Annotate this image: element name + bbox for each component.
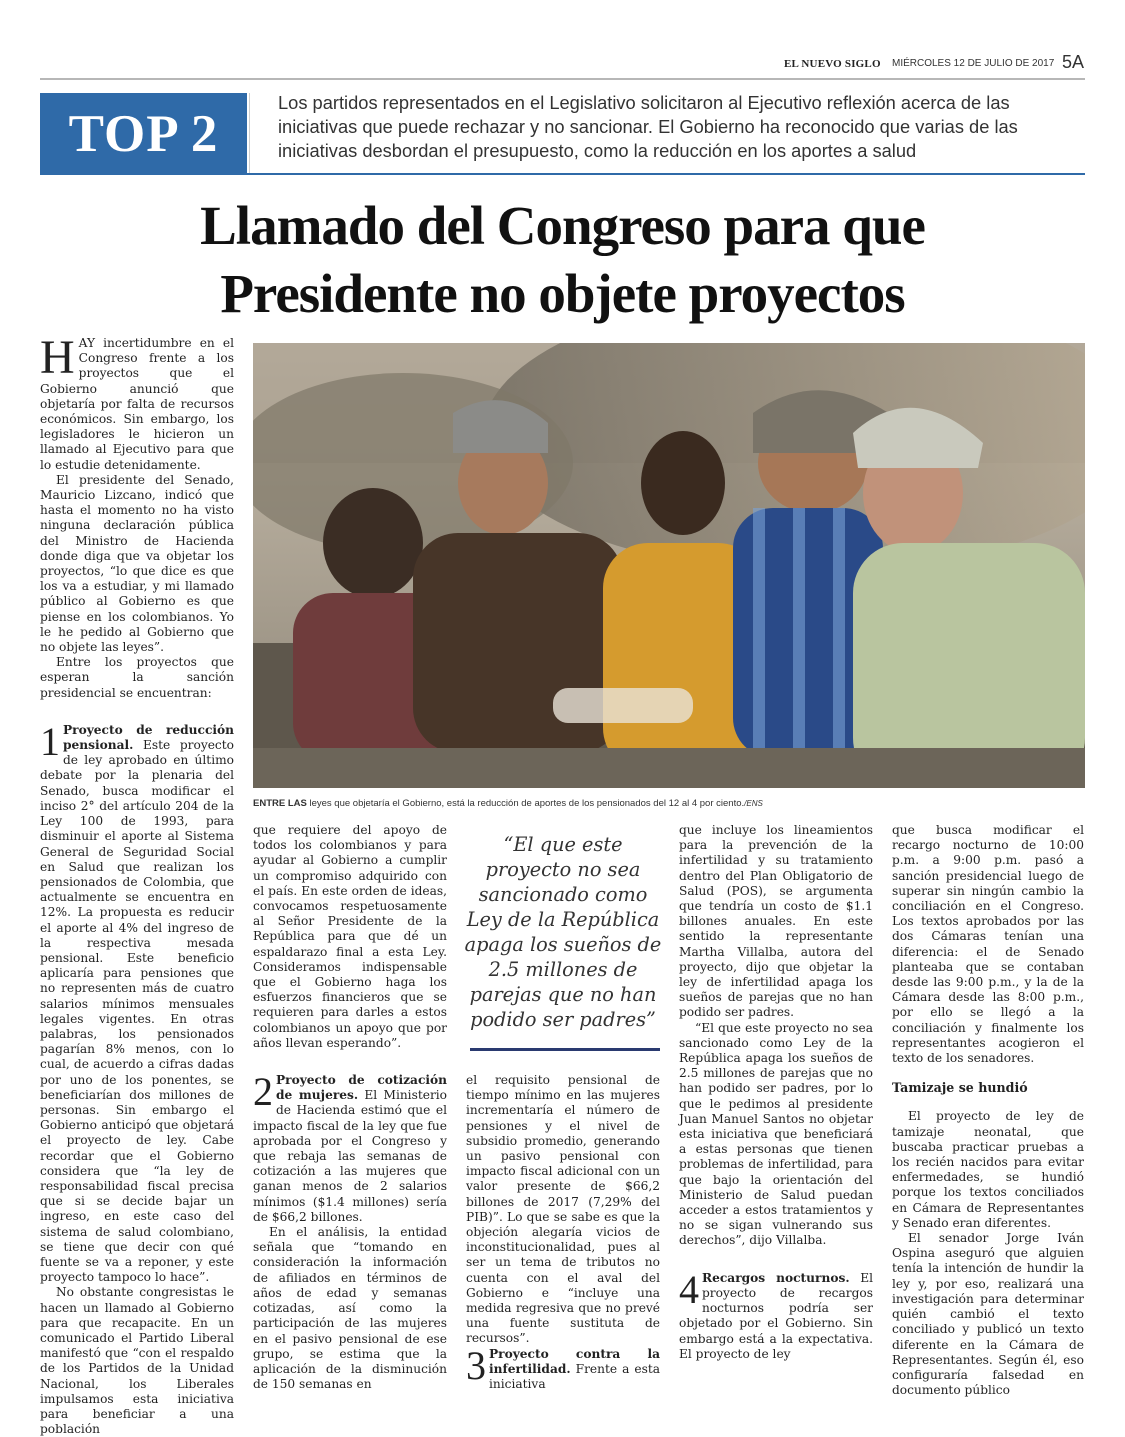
list-item-3 — [466, 1342, 660, 1393]
photo-credit: /ENS — [744, 799, 763, 808]
item-text: El Ministerio de Hacienda estimó que el impacto fiscal de la ley que fue aprobada por el Congreso y que rebaja las semanas de cotización a las mujeres que ganan menos de 2 salarios mínimos ($1.4 millones) sería de $66,2 billones. — [253, 1088, 448, 1224]
article-headline — [40, 192, 1085, 328]
paragraph: que requiere del apoyo de todos los colombianos y para ayudar al Gobierno a cumplir un compromiso adquirido con el país. En este orden de ideas, convocamos respetuosamente al Señor Presidente de la República para que dé un espaldarazo final a esta Ley. Consideramos indispensable que el Gobierno haga los esfuerzos financieros que se requieren para darles a estos colombianos un apoyo que por años llevan esperando”. — [253, 823, 447, 1050]
column-3 — [466, 1073, 660, 1392]
article-photo — [253, 343, 1085, 788]
pull-quote-rule — [470, 1048, 660, 1051]
paragraph: que busca modificar el recargo nocturno de 10:00 p.m. a 9:00 p.m. pasó a sanción presidencial luego de superar sin ningún cambio la conciliación en el Congreso. Los textos aprobados por las dos Cámaras tenían una diferencia: el de Senado planteaba que se contaban desde las 9:00 p.m., y la de la Cámara desde las 8:00 p.m., por ello se llegó a la conciliación y finalmente los representantes acogieron el texto de los senadores. — [892, 823, 1084, 1066]
paragraph: “El que este proyecto no sea sancionado como Ley de la República apaga los sueños de 2.5 millones de parejas que no han podido ser padres, por lo que le pedimos al presidente Juan Manuel Santos no objetar esta iniciativa que beneficiará a estas personas que tienen problemas de infertilidad, para que bajo la orientación del Ministerio de Salud puedan acceder a estos tratamientos y no se sigan vulnerando sus derechos”, dijo Villalba. — [679, 1020, 873, 1248]
section-subhead: Tamizaje se hundió — [892, 1080, 1028, 1096]
paragraph: Entre los proyectos que esperan la sanción presidencial se encuentran: — [40, 655, 234, 700]
column-2 — [253, 823, 447, 1392]
masthead — [740, 52, 1085, 76]
paragraph: En el análisis, la entidad señala que “tomando en consideración la información de afiliados en términos de años de edad y semanas cotizadas, así como la participación de las mujeres en el pasivo pensional de ese grupo, se estima que la aplicación de la disminución de 150 semanas en — [253, 1225, 447, 1392]
section-tag: TOP 2 — [40, 93, 247, 175]
item-text: Frente a esta iniciativa — [489, 1361, 660, 1392]
list-item-1 — [40, 718, 234, 1286]
headline-line-2: Presidente no objete proyectos — [220, 263, 905, 324]
photo-caption — [253, 798, 1093, 809]
masthead-rule — [40, 78, 1085, 80]
item-text: El proyecto de recargos nocturnos podría ser objetado por el Gobierno. Sin embargo está a la expectativa. El proyecto de ley — [679, 1270, 873, 1361]
list-item-4 — [679, 1266, 873, 1362]
page-number: 5A — [1062, 52, 1085, 72]
item-number: 4 — [679, 1266, 699, 1312]
paragraph: el requisito pensional de tiempo mínimo en las mujeres incrementaría el número de pensiones y el nivel de subsidio promedio, generando un pasivo pensional con impacto fiscal adicional con un valor presente de $66,2 billones de 2017 (7,29% del PIB)”. Lo que se sabe es que la objeción alegaría vicios de inconstitucionalidad, pues al ser un tema de tributos no cuenta con el aval del Gobierno e “incluye una medida regresiva que no prevé una fuente sustituta de recursos”. — [466, 1073, 660, 1346]
drop-cap: H — [40, 331, 75, 384]
item-title: Recargos nocturnos. — [702, 1270, 850, 1285]
pull-quote: “El que este proyecto no sea sancionado como Ley de la República apaga los sueños de 2.5 millones de parejas que no han podido ser padres” — [464, 833, 662, 1031]
item-number: 1 — [40, 718, 60, 764]
intro-text: AY incertidumbre en el Congreso frente a los proyectos que el Gobierno anunció que objetaría por falta de recursos económicos. Sin embargo, los legisladores le hicieron un llamado al Ejecutivo para que lo estudie detenidamente. — [40, 336, 234, 472]
item-title: Proyecto de cotización de mujeres. — [276, 1073, 447, 1103]
column-1 — [40, 331, 234, 1437]
paragraph: El proyecto de ley de tamizaje neonatal, que buscaba practicar pruebas a los recién nacidos para evitar enfermedades, se hundió porque los textos conciliados en Cámara de Representantes y Senado eran diferentes. — [892, 1109, 1084, 1230]
column-4 — [679, 823, 873, 1362]
issue-date: MIÉRCOLES 12 DE JULIO DE 2017 — [892, 58, 1055, 69]
item-number: 3 — [466, 1342, 486, 1388]
photo-illustration — [253, 343, 1085, 788]
item-title: Proyecto de reducción pensional. — [63, 722, 234, 753]
headline-line-1: Llamado del Congreso para que — [200, 195, 925, 256]
newspaper-name: EL NUEVO SIGLO — [784, 58, 881, 70]
paragraph: El presidente del Senado, Mauricio Lizcano, indicó que hasta el momento no ha visto ninguna declaración pública del Ministro de Hacienda donde diga que va objetar los proyectos, “lo que dice es que los va a estudiar, y mi llamado público al Gobierno es que piense en los colombianos. Yo le he pedido al Gobierno que no objete las leyes”. — [40, 472, 234, 655]
summary-rule — [40, 173, 1085, 175]
caption-lead: ENTRE LAS — [253, 798, 307, 809]
paragraph: que incluye los lineamientos para la prevención de la infertilidad y su tratamiento dentro del Plan Obligatorio de Salud (POS), se argumenta que tendría un costo de $1.1 billones anuales. En este sentido la representante Martha Villalba, autora del proyecto, dijo que objetar la ley de infertilidad apaga los sueños de parejas que no han podido ser padres. — [679, 823, 873, 1020]
list-item-2 — [253, 1069, 448, 1225]
paragraph: No obstante congresistas le hacen un llamado al Gobierno para que recapacite. En un comunicado el Partido Liberal manifestó que “con el respaldo de los Partidos de la Unidad Nacional, los Liberales impulsamos esta iniciativa para beneficiar a una población — [40, 1285, 234, 1437]
summary-divider — [249, 93, 250, 173]
item-text: Este proyecto de ley aprobado en último debate por la plenaria del Senado, busca modificar el inciso 2° del artículo 204 de la Ley 100 de 1993, para disminuir el aporte al Sistema General de Seguridad Social en Salud que realizan los pensionados de Colombia, que actualmente se encuentra en 12%. La propuesta es reducir el aporte al 4% del ingreso de la respectiva mesada pensional. Este beneficio aplicaría para pensiones que no representen más de cuatro salarios mínimos mensuales legales vigentes. En otras palabras, los pensionados pagarían 8% menos, con lo cual, de acuerdo a cifras dadas por uno de los ponentes, se beneficiarían dos millones de personas. Sin embargo el Gobierno anticipó que objetará el proyecto de ley. Cabe recordar que el Gobierno considera que “la ley de responsabilidad fiscal precisa que si se decide bajar un ingreso, en este caso del sistema de salud colombiano, se tiene que decir con qué fuente se va a reponer, y este proyecto tampoco lo hace”. — [40, 738, 234, 1285]
caption-text: leyes que objetaría el Gobierno, está la reducción de aportes de los pensionados del 12 al 4 por ciento. — [306, 798, 745, 809]
intro-paragraph — [40, 331, 234, 473]
article-summary: Los partidos representados en el Legislativo solicitaron al Ejecutivo reflexión acerca de las iniciativas que puede rechazar y no sancionar. El Gobierno ha reconocido que varias de las iniciativas desbordan el presupuesto, como la reducción en los aportes a salud — [278, 92, 1018, 161]
item-number: 2 — [253, 1069, 273, 1115]
paragraph: El senador Jorge Iván Ospina aseguró que alguien tenía la intención de hundir la ley y, por eso, realizará una investigación para determinar quién cambió el texto conciliado y publicó un texto diferente en la Cámara de Representantes. Según él, eso configuraría falsedad en documento público — [892, 1231, 1084, 1398]
item-title: Proyecto contra la infertilidad. — [489, 1346, 660, 1376]
column-5 — [892, 823, 1084, 1398]
